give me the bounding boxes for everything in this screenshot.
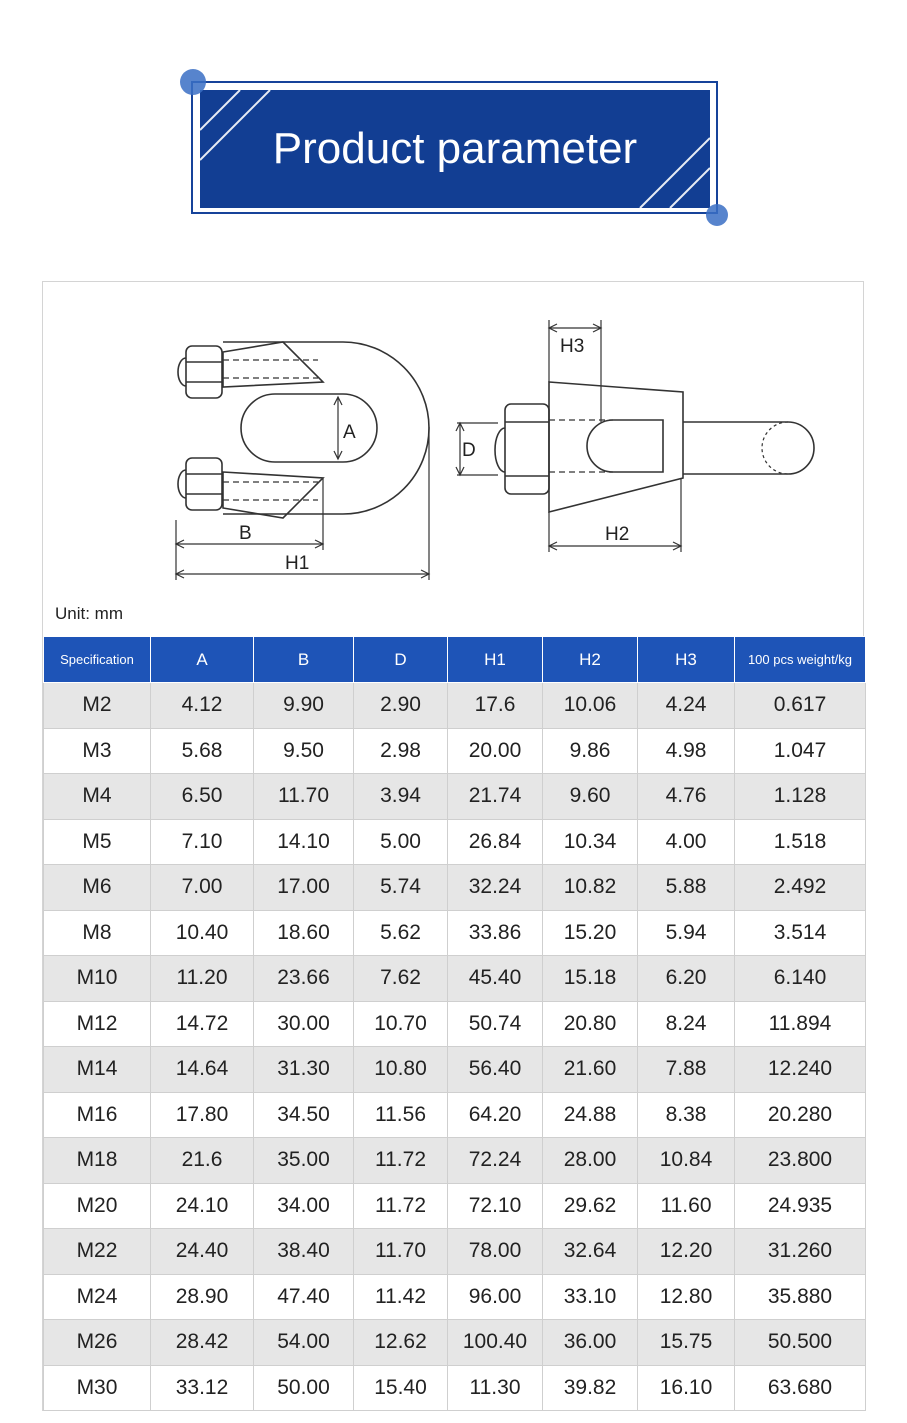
cell-spec: M14: [44, 1047, 151, 1093]
cell-h3: 16.10: [638, 1365, 735, 1411]
cell-b: 34.00: [254, 1183, 354, 1229]
unit-label: Unit: mm: [55, 604, 123, 623]
cell-a: 14.64: [151, 1047, 254, 1093]
cell-b: 18.60: [254, 910, 354, 956]
cell-a: 10.40: [151, 910, 254, 956]
cell-h2: 24.88: [543, 1092, 638, 1138]
table-row: [44, 865, 866, 911]
cell-d: 11.70: [354, 1229, 448, 1275]
cell-h1: 72.10: [448, 1183, 543, 1229]
header-h3: H3: [638, 637, 735, 683]
cell-h3: 12.80: [638, 1274, 735, 1320]
cell-h3: 5.94: [638, 910, 735, 956]
cell-h1: 96.00: [448, 1274, 543, 1320]
cell-h2: 10.34: [543, 819, 638, 865]
cell-spec: M12: [44, 1001, 151, 1047]
cell-spec: M18: [44, 1138, 151, 1184]
cell-h3: 8.38: [638, 1092, 735, 1138]
cell-h2: 29.62: [543, 1183, 638, 1229]
label-h3: H3: [560, 336, 585, 357]
table-row: [44, 1047, 866, 1093]
cell-h1: 26.84: [448, 819, 543, 865]
cell-d: 7.62: [354, 956, 448, 1002]
cell-d: 3.94: [354, 774, 448, 820]
cell-h1: 78.00: [448, 1229, 543, 1275]
table-row: [44, 1365, 866, 1411]
cell-h3: 4.76: [638, 774, 735, 820]
cell-h1: 17.6: [448, 683, 543, 729]
cell-b: 35.00: [254, 1138, 354, 1184]
cell-h2: 28.00: [543, 1138, 638, 1184]
cell-d: 12.62: [354, 1320, 448, 1366]
cell-h3: 8.24: [638, 1001, 735, 1047]
cell-spec: M4: [44, 774, 151, 820]
cell-weight: 31.260: [735, 1229, 866, 1275]
table-row: [44, 1183, 866, 1229]
cell-b: 9.90: [254, 683, 354, 729]
cell-h3: 12.20: [638, 1229, 735, 1275]
cell-a: 17.80: [151, 1092, 254, 1138]
cell-h1: 50.74: [448, 1001, 543, 1047]
cell-h1: 72.24: [448, 1138, 543, 1184]
cell-b: 34.50: [254, 1092, 354, 1138]
cell-h2: 21.60: [543, 1047, 638, 1093]
cell-spec: M8: [44, 910, 151, 956]
cell-weight: 20.280: [735, 1092, 866, 1138]
decor-dot-bottom-right: [706, 204, 728, 226]
cell-h3: 15.75: [638, 1320, 735, 1366]
cell-h2: 15.18: [543, 956, 638, 1002]
cell-h1: 45.40: [448, 956, 543, 1002]
cell-d: 5.62: [354, 910, 448, 956]
cell-spec: M26: [44, 1320, 151, 1366]
cell-b: 31.30: [254, 1047, 354, 1093]
cell-h3: 4.24: [638, 683, 735, 729]
table-row: [44, 728, 866, 774]
cell-h2: 20.80: [543, 1001, 638, 1047]
cell-spec: M24: [44, 1274, 151, 1320]
header-h2: H2: [543, 637, 638, 683]
table-row: [44, 1229, 866, 1275]
cell-h2: 33.10: [543, 1274, 638, 1320]
cell-d: 10.70: [354, 1001, 448, 1047]
cell-a: 24.40: [151, 1229, 254, 1275]
cell-weight: 12.240: [735, 1047, 866, 1093]
cell-spec: M20: [44, 1183, 151, 1229]
cell-b: 38.40: [254, 1229, 354, 1275]
cell-a: 7.10: [151, 819, 254, 865]
cell-spec: M30: [44, 1365, 151, 1411]
header-d: D: [354, 637, 448, 683]
table-row: [44, 774, 866, 820]
cell-b: 50.00: [254, 1365, 354, 1411]
table-row: [44, 1320, 866, 1366]
cell-a: 6.50: [151, 774, 254, 820]
cell-d: 11.42: [354, 1274, 448, 1320]
header-b: B: [254, 637, 354, 683]
cell-d: 5.00: [354, 819, 448, 865]
cell-h2: 10.06: [543, 683, 638, 729]
cell-h3: 7.88: [638, 1047, 735, 1093]
cell-h1: 33.86: [448, 910, 543, 956]
title-banner: [172, 62, 740, 232]
cell-d: 11.72: [354, 1138, 448, 1184]
label-h2: H2: [605, 524, 630, 545]
header-weight: 100 pcs weight/kg: [735, 637, 866, 683]
cell-b: 54.00: [254, 1320, 354, 1366]
cell-d: 5.74: [354, 865, 448, 911]
cell-spec: M22: [44, 1229, 151, 1275]
table-row: [44, 1138, 866, 1184]
cell-weight: 63.680: [735, 1365, 866, 1411]
cell-weight: 11.894: [735, 1001, 866, 1047]
table-row: [44, 1092, 866, 1138]
table-row: [44, 683, 866, 729]
cell-d: 11.56: [354, 1092, 448, 1138]
header-specification: Specification: [44, 637, 151, 683]
cell-weight: 1.518: [735, 819, 866, 865]
cell-h2: 15.20: [543, 910, 638, 956]
cell-h2: 9.86: [543, 728, 638, 774]
label-a: A: [343, 422, 356, 443]
cell-d: 11.72: [354, 1183, 448, 1229]
cell-h2: 39.82: [543, 1365, 638, 1411]
header-h1: H1: [448, 637, 543, 683]
cell-b: 14.10: [254, 819, 354, 865]
cell-h2: 10.82: [543, 865, 638, 911]
cell-weight: 24.935: [735, 1183, 866, 1229]
label-b: B: [239, 523, 252, 544]
cell-weight: 3.514: [735, 910, 866, 956]
cell-weight: 6.140: [735, 956, 866, 1002]
cell-b: 17.00: [254, 865, 354, 911]
cell-h1: 56.40: [448, 1047, 543, 1093]
cell-spec: M2: [44, 683, 151, 729]
cell-h2: 32.64: [543, 1229, 638, 1275]
decor-dot-top-left: [180, 69, 206, 95]
cell-h1: 100.40: [448, 1320, 543, 1366]
cell-spec: M16: [44, 1092, 151, 1138]
cell-d: 2.98: [354, 728, 448, 774]
cell-b: 23.66: [254, 956, 354, 1002]
table-row: [44, 1274, 866, 1320]
cell-h3: 4.00: [638, 819, 735, 865]
cell-spec: M10: [44, 956, 151, 1002]
cell-weight: 2.492: [735, 865, 866, 911]
cell-a: 28.90: [151, 1274, 254, 1320]
table-header-row: [44, 637, 866, 683]
cell-d: 15.40: [354, 1365, 448, 1411]
page-title: Product parameter: [272, 124, 638, 173]
cell-a: 7.00: [151, 865, 254, 911]
cell-h1: 11.30: [448, 1365, 543, 1411]
table-row: [44, 956, 866, 1002]
cell-h2: 9.60: [543, 774, 638, 820]
cell-d: 10.80: [354, 1047, 448, 1093]
cell-weight: 1.128: [735, 774, 866, 820]
cell-b: 30.00: [254, 1001, 354, 1047]
label-d: D: [462, 440, 476, 461]
table-row: [44, 819, 866, 865]
cell-h3: 6.20: [638, 956, 735, 1002]
cell-weight: 35.880: [735, 1274, 866, 1320]
cell-h3: 11.60: [638, 1183, 735, 1229]
cell-h3: 4.98: [638, 728, 735, 774]
cell-a: 14.72: [151, 1001, 254, 1047]
cell-b: 9.50: [254, 728, 354, 774]
cell-h1: 64.20: [448, 1092, 543, 1138]
cell-weight: 50.500: [735, 1320, 866, 1366]
cell-spec: M5: [44, 819, 151, 865]
left-view: [176, 342, 429, 580]
parameter-table: [43, 636, 866, 1411]
cell-spec: M3: [44, 728, 151, 774]
table-row: [44, 910, 866, 956]
cell-weight: 23.800: [735, 1138, 866, 1184]
cell-h3: 5.88: [638, 865, 735, 911]
cell-weight: 0.617: [735, 683, 866, 729]
cell-spec: M6: [44, 865, 151, 911]
cell-h1: 20.00: [448, 728, 543, 774]
banner-background: [200, 90, 710, 208]
cell-b: 47.40: [254, 1274, 354, 1320]
parameter-panel: [42, 281, 864, 1411]
cell-b: 11.70: [254, 774, 354, 820]
cell-a: 11.20: [151, 956, 254, 1002]
cell-h1: 21.74: [448, 774, 543, 820]
cell-a: 4.12: [151, 683, 254, 729]
cell-h3: 10.84: [638, 1138, 735, 1184]
cell-a: 5.68: [151, 728, 254, 774]
cell-h1: 32.24: [448, 865, 543, 911]
right-view: [456, 320, 814, 552]
cell-a: 33.12: [151, 1365, 254, 1411]
cell-a: 21.6: [151, 1138, 254, 1184]
cell-h2: 36.00: [543, 1320, 638, 1366]
cell-a: 28.42: [151, 1320, 254, 1366]
cell-d: 2.90: [354, 683, 448, 729]
header-a: A: [151, 637, 254, 683]
label-h1: H1: [285, 553, 310, 574]
wire-clip-drawing: [43, 282, 863, 592]
cell-a: 24.10: [151, 1183, 254, 1229]
table-row: [44, 1001, 866, 1047]
cell-weight: 1.047: [735, 728, 866, 774]
